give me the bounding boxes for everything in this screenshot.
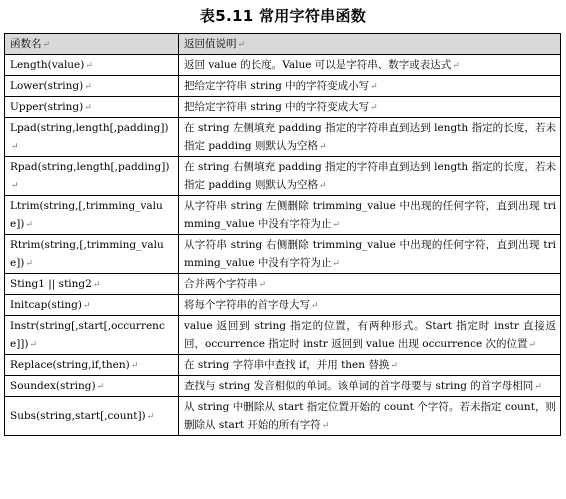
paragraph-mark: ↵ <box>321 421 330 431</box>
function-name: Ltrim(string,[,trimming_value]) <box>10 200 163 230</box>
function-name-cell <box>5 316 179 355</box>
function-name-cell <box>5 274 179 295</box>
function-name: Initcap(sting) <box>10 299 82 311</box>
paragraph-mark: ↵ <box>332 259 340 269</box>
table-header-row <box>5 34 561 55</box>
table-row <box>5 274 561 295</box>
paragraph-mark: ↵ <box>528 340 537 350</box>
function-name: Replace(string,if,then) <box>10 359 130 371</box>
paragraph-mark: ↵ <box>318 181 327 191</box>
table-row <box>5 157 561 196</box>
function-name: Subs(string,start[,count]) <box>10 410 146 422</box>
function-name: Lpad(string,length[,padding]) <box>10 122 169 134</box>
table-row <box>5 97 561 118</box>
paragraph-mark: ↵ <box>25 259 33 269</box>
function-description: 把给定字符串 string 中的字符变成大写 <box>184 101 370 113</box>
description-cell <box>179 97 561 118</box>
description-cell <box>179 196 561 235</box>
function-description: 查找与 string 发音相似的单词。该单词的首字母要与 string 的首字母相同 <box>184 380 534 392</box>
function-name: Length(value) <box>10 59 85 71</box>
function-description: 从字符串 string 左侧删除 trimming_value 中出现的任何字符，直到出现 trimming_value 中没有字符为止 <box>184 200 556 230</box>
paragraph-mark: ↵ <box>146 412 155 422</box>
paragraph-mark: ↵ <box>83 301 91 311</box>
function-description: 在 string 右侧填充 padding 指定的字符串直到达到 length 指定的长度，若未指定 padding 则默认为空格 <box>184 161 556 191</box>
table-row <box>5 355 561 376</box>
table-row <box>5 76 561 97</box>
header-text: 返回值说明 <box>184 38 237 50</box>
function-name-cell <box>5 376 179 397</box>
function-name: Instr(string[,start[,occurrence]]) <box>10 320 165 350</box>
function-name: Rtrim(string,[,trimming_value]) <box>10 239 164 269</box>
paragraph-mark: ↵ <box>332 220 340 230</box>
table-row <box>5 118 561 157</box>
paragraph-mark: ↵ <box>452 61 460 71</box>
function-name-cell <box>5 118 179 157</box>
description-cell <box>179 295 561 316</box>
paragraph-mark: ↵ <box>11 142 19 152</box>
function-name-cell <box>5 196 179 235</box>
paragraph-mark: ↵ <box>96 382 105 392</box>
description-cell <box>179 118 561 157</box>
function-description: 从 string 中删除从 start 指定位置开始的 count 个字符。若未指定 count，则删除从 start 开始的所有字符 <box>184 401 556 431</box>
column-header-function-name <box>5 34 179 55</box>
function-name-cell <box>5 55 179 76</box>
paragraph-mark: ↵ <box>85 61 93 71</box>
description-cell <box>179 397 561 436</box>
table-row <box>5 397 561 436</box>
function-name-cell <box>5 355 179 376</box>
paragraph-mark: ↵ <box>92 280 101 290</box>
table-row <box>5 376 561 397</box>
function-description: 把给定字符串 string 中的字符变成小写 <box>184 80 370 92</box>
paragraph-mark: ↵ <box>534 382 542 392</box>
paragraph-mark: ↵ <box>84 82 92 92</box>
function-description: 将每个字符串的首字母大写 <box>184 299 310 311</box>
paragraph-mark: ↵ <box>25 220 33 230</box>
description-cell <box>179 376 561 397</box>
function-name-cell <box>5 97 179 118</box>
function-name: Soundex(string) <box>10 380 96 392</box>
paragraph-mark: ↵ <box>311 301 319 311</box>
paragraph-mark: ↵ <box>318 142 327 152</box>
table-row <box>5 235 561 274</box>
function-description: 在 string 左侧填充 padding 指定的字符串直到达到 length 指定的长度，若未指定 padding 则默认为空格 <box>184 122 556 152</box>
paragraph-mark: ↵ <box>370 103 378 113</box>
table-row <box>5 295 561 316</box>
function-name: Upper(string) <box>10 101 84 113</box>
paragraph-mark: ↵ <box>258 280 267 290</box>
paragraph-mark: ↵ <box>370 82 378 92</box>
description-cell <box>179 157 561 196</box>
description-cell <box>179 355 561 376</box>
description-cell <box>179 55 561 76</box>
function-name-cell <box>5 157 179 196</box>
function-name-cell <box>5 397 179 436</box>
function-description: 在 string 字符串中查找 if，并用 then 替换 <box>184 359 390 371</box>
table-row <box>5 316 561 355</box>
paragraph-mark: ↵ <box>11 181 19 191</box>
table-row <box>5 196 561 235</box>
function-name: Sting1 || sting2 <box>10 278 92 290</box>
function-name-cell <box>5 235 179 274</box>
function-name: Lower(string) <box>10 80 84 92</box>
description-cell <box>179 235 561 274</box>
paragraph-mark: ↵ <box>42 40 51 50</box>
paragraph-mark: ↵ <box>29 340 38 350</box>
function-name-cell <box>5 76 179 97</box>
paragraph-mark: ↵ <box>130 361 139 371</box>
table-caption: 表5.11 常用字符串函数 <box>199 7 367 25</box>
paragraph-mark: ↵ <box>390 361 398 371</box>
description-cell <box>179 316 561 355</box>
function-description: 合并两个字符串 <box>184 278 258 290</box>
function-name-cell <box>5 295 179 316</box>
paragraph-mark: ↵ <box>237 40 246 50</box>
header-text: 函数名 <box>10 38 42 50</box>
table-row <box>5 55 561 76</box>
column-header-return-description <box>179 34 561 55</box>
function-description: 从字符串 string 右侧删除 trimming_value 中出现的任何字符，直到出现 trimming_value 中没有字符为止 <box>184 239 556 269</box>
description-cell <box>179 76 561 97</box>
description-cell <box>179 274 561 295</box>
function-description: 返回 value 的长度。Value 可以是字符串、数字或表达式 <box>184 59 452 71</box>
string-functions-table <box>4 33 561 436</box>
function-name: Rpad(string,length[,padding]) <box>10 161 170 173</box>
function-description: value 返回到 string 指定的位置，有两种形式。Start 指定时 instr 直接返回，occurrence 指定时 instr 返回到 value 出现 occurrence 次的位置 <box>184 320 556 350</box>
paragraph-mark: ↵ <box>84 103 92 113</box>
